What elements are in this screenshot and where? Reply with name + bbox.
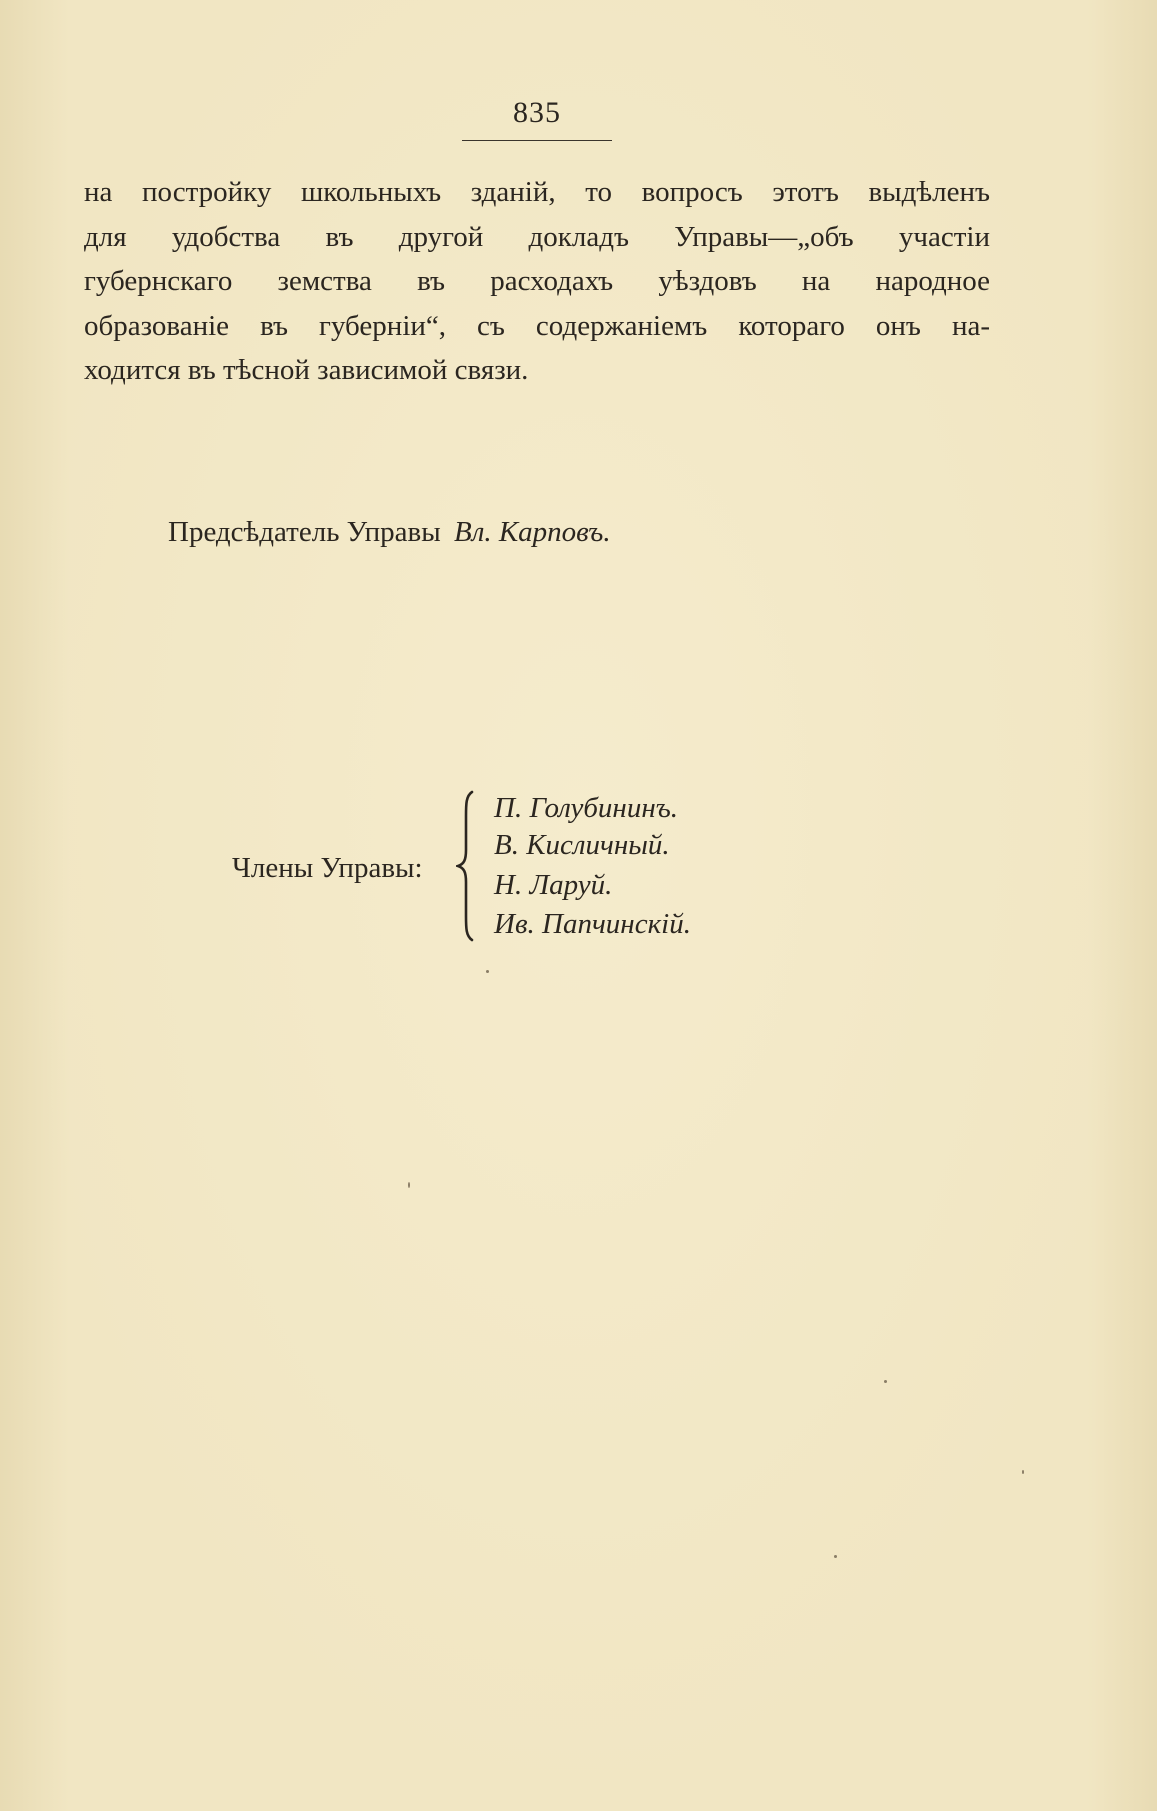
paragraph-line: образованіе въ губерніи“, съ содержаніемъ котораго онъ на- [84, 309, 990, 342]
chairman-name: Вл. Карповъ. [453, 516, 611, 548]
member-name: Ив. Папчинскій. [494, 908, 691, 940]
paper-speck [1022, 1470, 1024, 1474]
chairman-signature [168, 516, 611, 549]
curly-brace-icon [456, 790, 486, 942]
paper-speck [408, 1182, 410, 1188]
member-name: П. Голубининъ. [494, 792, 679, 824]
header-rule [462, 140, 612, 141]
member-name: Н. Ларуй. [494, 869, 613, 901]
paper-speck [834, 1555, 837, 1558]
member-name: В. Кисличный. [494, 829, 670, 861]
body-paragraph [84, 170, 990, 393]
paragraph-line: ходится въ тѣсной зависимой связи. [84, 354, 529, 386]
paragraph-line: для удобства въ другой докладъ Управы—„объ участіи [84, 220, 990, 253]
paper-speck [486, 970, 489, 973]
page-number: 835 [513, 96, 561, 129]
paragraph-line: губернскаго земства въ расходахъ уѣздовъ на народное [84, 265, 990, 297]
chairman-title: Предсѣдатель Управы [168, 516, 441, 548]
paragraph-line: на постройку школьныхъ зданій, то вопросъ этотъ выдѣленъ [84, 176, 990, 208]
paper-speck [884, 1380, 887, 1383]
members-list [494, 790, 691, 943]
members-label: Члены Управы: [232, 852, 423, 884]
